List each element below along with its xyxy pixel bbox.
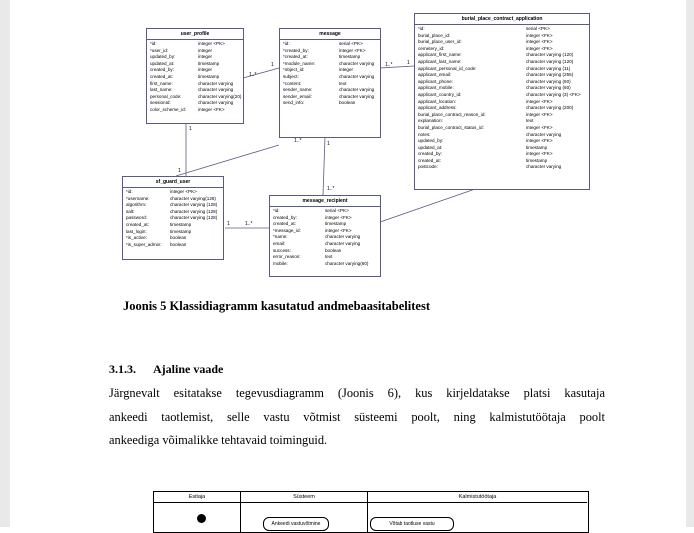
field-type: integer [198,47,213,53]
field-type: character varying [339,60,375,66]
field-name: burial_place_contract_status_id: [418,124,484,130]
table-field-row [150,61,240,68]
table-field-row [283,74,377,81]
table-message-recipient [269,195,381,277]
table-field-row [418,112,586,119]
field-type: character varying [339,87,375,93]
multiplicity-label: 1 [271,62,274,68]
field-type: integer [339,67,354,73]
field-type: character varying [339,73,375,79]
lane-susteem [241,492,368,532]
multiplicity-label: 1 [189,126,192,132]
table-field-row [283,54,377,61]
paragraph-line: ankeedi taotlemist, selle vastu võtmist süsteemi poolt, ning kalmistutöötaja poolt [109,409,605,424]
field-name: applicant_first_name: [418,52,462,58]
multiplicity-label: 1..* [385,62,393,68]
field-name: explanation: [418,118,443,124]
table-field-row [126,215,220,222]
table-field-row [418,164,586,171]
field-name: created_by: [418,151,443,157]
field-name: *module_name: [283,60,316,66]
section-title: Ajaline vaade [153,362,224,376]
field-name: color_scheme_id: [150,106,187,112]
field-type: integer <FK> [526,98,553,104]
field-type: character varying (60) [526,85,571,91]
table-field-row [283,94,377,101]
field-type: integer <FK> [526,151,553,157]
field-type: integer [198,54,213,60]
field-type: text [325,254,333,260]
field-name: success: [273,247,291,253]
field-type: character varying [198,87,234,93]
multiplicity-label: 1..* [249,72,257,78]
field-type: integer <FK> [325,214,352,220]
table-field-row [418,118,586,125]
field-name: *is_active: [126,235,147,241]
table-field-row [418,145,586,152]
table-field-row [126,202,220,209]
table-field-row [150,100,240,107]
field-type: boolean [325,247,342,253]
field-name: *is_super_admin: [126,241,162,247]
field-type: character varying(128) [170,195,216,201]
field-type: timestamp [170,221,192,227]
field-type: timestamp [198,73,220,79]
field-type: timestamp [526,157,548,163]
field-name: error_reason: [273,254,301,260]
field-name: applicant_country_id: [418,91,462,97]
lane-header: Kalmistutöötaja [368,492,587,503]
field-type: character varying [526,131,562,137]
field-type: text [339,80,347,86]
table-field-row [273,208,377,215]
field-type: character varying [339,93,375,99]
field-name: *created_by: [283,47,309,53]
table-field-row [273,221,377,228]
table-field-row [418,33,586,40]
field-name: updated_by: [418,138,444,144]
field-name: *message_id: [273,227,301,233]
table-field-row [126,242,220,249]
field-type: boolean [339,100,356,106]
field-name: applicant_personal_id_code: [418,65,477,71]
field-type: character varying (11) [526,65,571,71]
table-field-row [273,228,377,235]
field-name: *object_id: [283,67,305,73]
table-field-row [418,59,586,66]
table-field-row [283,67,377,74]
field-type: timestamp [198,60,220,66]
field-type: character varying [526,164,562,170]
table-field-row [126,209,220,216]
field-name: notes: [418,131,431,137]
field-type: character varying (128) [170,215,218,221]
field-type: serial <PK> [339,41,363,46]
field-name: *user_id: [150,47,169,53]
table-field-row [150,54,240,61]
field-name: mobile: [273,260,288,266]
field-type: integer <FK> [526,32,553,38]
field-name: salt: [126,208,135,214]
table-field-row [418,158,586,165]
field-name: created_by: [150,67,175,73]
table-field-row [126,222,220,229]
table-field-row [150,67,240,74]
table-field-row [273,241,377,248]
field-type: integer <FK> [526,124,553,130]
table-title: sf_guard_user [123,177,223,188]
field-name: sessionId: [150,100,171,106]
body-paragraph [109,382,605,453]
activity-node: Võtab taotluse vastu [370,517,454,531]
field-name: *id: [126,189,133,194]
field-name: *id: [283,41,290,46]
multiplicity-label: 1..* [294,138,302,144]
table-field-row [283,61,377,68]
field-name: updated_at: [418,144,443,150]
lane-kalmistutootaja [368,492,587,532]
field-name: applicant_address: [418,105,457,111]
field-name: *id: [273,208,280,213]
field-type: character varying (128) [170,208,218,214]
section-heading [109,362,223,377]
field-name: personal_code: [150,93,182,99]
field-name: last_name: [150,87,173,93]
lane-header: Süsteem [241,492,367,503]
field-type: character varying (60) [526,78,571,84]
table-field-row [273,248,377,255]
field-name: *id: [150,41,157,46]
table-field-row [150,87,240,94]
field-name: applicant_last_name: [418,58,462,64]
paragraph-line: ankeediga võimalikke tehtavaid toiminguid. [109,433,328,447]
field-name: algorithm: [126,202,147,208]
field-name: created_by: [273,214,298,220]
table-field-row [283,100,377,107]
multiplicity-label: 1 [327,141,330,147]
table-title: burial_place_contract_application [415,14,589,25]
field-name: applicant_email: [418,72,452,78]
field-name: burial_place_id: [418,32,451,38]
field-type: serial <PK> [325,208,349,213]
table-field-row [418,105,586,112]
field-name: created_at: [126,221,149,227]
table-user-profile [146,28,244,124]
field-name: burial_place_contract_reason_id: [418,111,486,117]
multiplicity-label: 1 [227,221,230,227]
field-type: character varying(60) [325,260,369,266]
field-name: last_login: [126,228,147,234]
multiplicity-label: 1 [407,60,410,66]
field-name: send_info: [283,100,305,106]
field-type: character varying [198,80,234,86]
field-type: timestamp [170,228,192,234]
field-name: burial_place_user_id: [418,39,462,45]
field-type: integer <FK> [526,138,553,144]
field-name: email: [273,240,286,246]
table-field-row [126,189,220,196]
field-name: updated_by: [150,54,176,60]
field-name: cemetery_id: [418,45,445,51]
field-name: *name: [273,234,288,240]
field-name: updated_at: [150,60,175,66]
table-field-row [418,46,586,53]
lane-esitaja [154,492,241,532]
table-field-row [150,74,240,81]
field-name: subject: [283,73,299,79]
table-field-row [418,39,586,46]
table-field-row [283,81,377,88]
table-field-row [418,151,586,158]
field-type: character varying (200) [526,105,574,111]
field-type: character varying(20) [198,93,242,99]
table-field-row [418,92,586,99]
table-title: user_profile [147,29,243,40]
paragraph-line: Järgnevalt esitatakse tegevusdiagramm (Joonis 6), kus kirjeldatakse platsi kasutaja [109,386,605,400]
field-type: integer <FK> [526,111,553,117]
table-field-row [126,196,220,203]
field-type: timestamp [325,221,347,227]
table-field-row [283,87,377,94]
table-burial-place-contract-application [414,13,590,190]
field-name: applicant_location: [418,98,457,104]
table-field-row [126,235,220,242]
field-name: sender_name: [283,87,313,93]
field-type: integer <FK> [325,227,352,233]
table-field-row [150,41,240,48]
multiplicity-label: 1 [178,168,181,174]
field-type: timestamp [339,54,361,60]
field-name: *username: [126,195,150,201]
table-field-row [150,48,240,55]
table-field-row [418,72,586,79]
field-type: timestamp [526,144,548,150]
field-name: first_name: [150,80,173,86]
table-field-row [418,99,586,106]
field-type: serial <PK> [526,26,550,31]
field-type: integer <FK> [526,39,553,45]
field-type: character varying (120) [526,58,574,64]
field-name: created_at: [150,73,173,79]
table-field-row [273,215,377,222]
field-type: character varying (3) <FK> [526,91,581,97]
activity-node: Ankeedi vastuvõtmine [263,517,329,531]
multiplicity-label: 1..* [327,186,335,192]
section-number: 3.1.3. [109,362,136,376]
table-field-row [150,107,240,114]
field-type: character varying [325,240,361,246]
field-name: created_at: [418,157,441,163]
table-field-row [150,94,240,101]
table-field-row [418,85,586,92]
field-type: integer <PK> [198,41,225,46]
table-field-row [418,132,586,139]
table-field-row [283,41,377,48]
field-type: character varying (128) [170,202,218,208]
table-field-row [273,234,377,241]
field-name: applicant_mobile: [418,85,454,91]
table-field-row [150,81,240,88]
field-name: sender_email: [283,93,312,99]
table-field-row [126,229,220,236]
field-type: boolean [170,241,187,247]
figure-caption: Joonis 5 Klassidiagramm kasutatud andmebaasitabelitest [123,299,430,313]
table-field-row [418,52,586,59]
field-name: applicant_phone: [418,78,453,84]
table-message [279,28,381,138]
field-name: *created_at: [283,54,308,60]
field-type: boolean [170,235,187,241]
start-node-icon [197,514,206,523]
field-type: character varying (255) [526,72,574,78]
table-field-row [418,66,586,73]
table-field-row [283,48,377,55]
table-field-row [273,254,377,261]
table-field-row [418,79,586,86]
field-type: character varying [198,100,234,106]
table-field-row [418,125,586,132]
table-title: message [280,29,380,40]
multiplicity-label: 1..* [245,221,253,227]
lane-header: Esitaja [154,492,240,503]
field-type: integer <FK> [339,47,366,53]
field-type: character varying [325,234,361,240]
field-name: created_at: [273,221,296,227]
field-type: integer <FK> [526,45,553,51]
table-sf-guard-user [122,176,224,260]
field-name: postcode: [418,164,438,170]
table-field-row [418,138,586,145]
field-name: password: [126,215,147,221]
field-name: *content: [283,80,302,86]
table-field-row [418,26,586,33]
field-name: *id: [418,26,425,31]
table-field-row [273,261,377,268]
field-type: character varying (120) [526,52,574,58]
field-type: integer <PK> [170,189,197,194]
table-title: message_recipient [270,196,380,207]
field-type: integer <FK> [198,106,225,112]
field-type: text [526,118,534,124]
field-type: integer [198,67,213,73]
